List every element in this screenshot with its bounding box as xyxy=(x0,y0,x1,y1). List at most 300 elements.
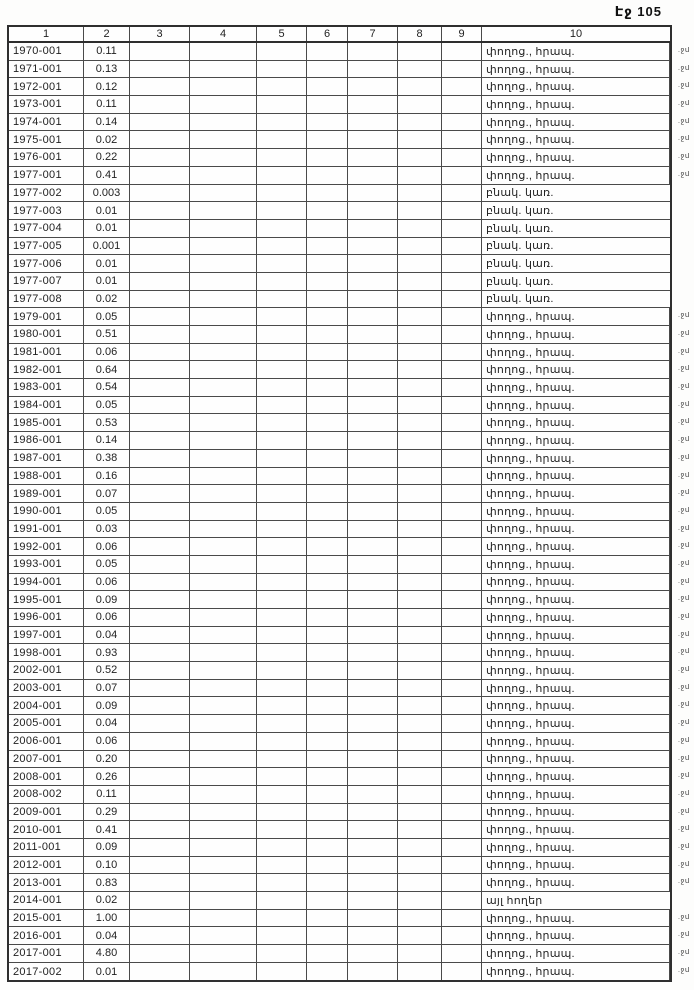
table-row xyxy=(9,857,690,875)
empty-cell xyxy=(348,804,398,821)
empty-cell xyxy=(257,874,307,891)
empty-cell xyxy=(442,927,482,944)
empty-cell xyxy=(257,503,307,520)
empty-cell xyxy=(307,450,348,467)
empty-cell xyxy=(190,149,257,166)
empty-cell xyxy=(398,697,442,714)
row-note-cell: փողոց., հրապ. xyxy=(482,839,670,856)
empty-cell xyxy=(190,627,257,644)
table-row xyxy=(9,574,690,592)
empty-cell xyxy=(257,344,307,361)
row-value-cell: 0.02 xyxy=(84,892,130,909)
table-row xyxy=(9,892,670,910)
empty-cell xyxy=(398,857,442,874)
empty-cell xyxy=(307,945,348,962)
row-note-cell: բնակ. կառ. xyxy=(486,240,554,253)
row-id-cell: 1995-001 xyxy=(9,591,84,608)
row-note-cell: փողոց., հրապ. xyxy=(482,149,670,166)
row-margin-note: .ջմ xyxy=(678,683,690,691)
empty-cell xyxy=(398,627,442,644)
empty-cell xyxy=(257,202,307,219)
empty-cell xyxy=(257,538,307,555)
empty-cell xyxy=(130,680,190,697)
empty-cell xyxy=(442,503,482,520)
empty-cell xyxy=(130,185,190,202)
row-note-cell: փողոց., հրապ. xyxy=(482,538,670,555)
row-note-cell: փողոց., հրապ. xyxy=(482,468,670,485)
row-id-cell: 1971-001 xyxy=(9,61,84,78)
empty-cell xyxy=(348,538,398,555)
empty-cell xyxy=(442,715,482,732)
row-margin-note: .ջմ xyxy=(678,135,690,143)
empty-cell xyxy=(307,874,348,891)
row-value-cell: 0.05 xyxy=(84,503,130,520)
empty-cell xyxy=(307,538,348,555)
empty-cell xyxy=(442,591,482,608)
empty-cell xyxy=(348,379,398,396)
row-id-cell: 2011-001 xyxy=(9,839,84,856)
empty-cell xyxy=(442,768,482,785)
empty-cell xyxy=(130,715,190,732)
empty-cell xyxy=(130,627,190,644)
row-value-cell: 0.13 xyxy=(84,61,130,78)
empty-cell xyxy=(307,468,348,485)
empty-cell xyxy=(307,308,348,325)
row-note-cell: բնակ. կառ. xyxy=(486,293,554,306)
table-row xyxy=(9,644,690,662)
row-value-cell: 0.54 xyxy=(84,379,130,396)
empty-cell xyxy=(130,768,190,785)
empty-cell xyxy=(442,291,482,308)
empty-cell xyxy=(348,874,398,891)
empty-cell xyxy=(348,521,398,538)
row-id-cell: 1992-001 xyxy=(9,538,84,555)
empty-cell xyxy=(442,167,482,184)
empty-cell xyxy=(257,927,307,944)
row-margin-note: .ջմ xyxy=(678,860,690,868)
table-row xyxy=(9,432,690,450)
empty-cell xyxy=(307,521,348,538)
table-row xyxy=(9,786,690,804)
table-row xyxy=(9,715,690,733)
table-body xyxy=(9,43,690,980)
empty-cell xyxy=(442,556,482,573)
empty-cell xyxy=(348,238,398,255)
row-margin-note: .ջմ xyxy=(678,630,690,638)
row-note-cell: փողոց., հրապ. xyxy=(482,857,670,874)
empty-cell xyxy=(307,114,348,131)
row-value-cell: 0.51 xyxy=(84,326,130,343)
row-id-cell: 2010-001 xyxy=(9,821,84,838)
row-value-cell: 0.06 xyxy=(84,538,130,555)
empty-cell xyxy=(130,644,190,661)
row-note-cell: բնակ. կառ. xyxy=(486,275,554,288)
row-id-cell: 1998-001 xyxy=(9,644,84,661)
row-margin-note: .ջմ xyxy=(678,524,690,532)
empty-cell xyxy=(130,238,190,255)
empty-cell xyxy=(348,78,398,95)
empty-cell xyxy=(307,627,348,644)
row-value-cell: 0.83 xyxy=(84,874,130,891)
empty-cell xyxy=(257,751,307,768)
table-row xyxy=(9,556,690,574)
row-value-cell: 0.11 xyxy=(84,43,130,60)
row-margin-note: .ջմ xyxy=(678,64,690,72)
empty-cell xyxy=(257,715,307,732)
empty-cell xyxy=(398,61,442,78)
empty-cell xyxy=(442,202,482,219)
empty-cell xyxy=(348,202,398,219)
row-note-cell: փողոց., հրապ. xyxy=(482,521,670,538)
empty-cell xyxy=(307,238,348,255)
table-row xyxy=(9,821,690,839)
row-id-cell: 1977-007 xyxy=(9,273,84,290)
row-value-cell: 0.16 xyxy=(84,468,130,485)
empty-cell xyxy=(348,644,398,661)
empty-cell xyxy=(348,185,398,202)
empty-cell xyxy=(190,131,257,148)
empty-cell xyxy=(257,114,307,131)
empty-cell xyxy=(307,644,348,661)
empty-cell xyxy=(190,521,257,538)
empty-cell xyxy=(398,733,442,750)
empty-cell xyxy=(190,485,257,502)
empty-cell xyxy=(257,379,307,396)
row-id-cell: 1977-006 xyxy=(9,255,84,272)
empty-cell xyxy=(130,839,190,856)
empty-cell xyxy=(398,273,442,290)
row-margin-note: .ջմ xyxy=(678,506,690,514)
row-margin-note: .ջմ xyxy=(678,807,690,815)
empty-cell xyxy=(442,61,482,78)
table-row xyxy=(9,326,690,344)
row-value-cell: 0.53 xyxy=(84,414,130,431)
empty-cell xyxy=(348,715,398,732)
empty-cell xyxy=(348,344,398,361)
empty-cell xyxy=(190,61,257,78)
row-value-cell: 4.80 xyxy=(84,945,130,962)
empty-cell xyxy=(307,733,348,750)
empty-cell xyxy=(130,945,190,962)
empty-cell xyxy=(257,609,307,626)
row-value-cell: 0.26 xyxy=(84,768,130,785)
empty-cell xyxy=(307,680,348,697)
empty-cell xyxy=(257,556,307,573)
row-id-cell: 1982-001 xyxy=(9,361,84,378)
row-note-cell: բնակ. կառ. xyxy=(486,205,554,218)
row-margin-note: .ջմ xyxy=(678,931,690,939)
empty-cell xyxy=(348,485,398,502)
row-id-cell: 2014-001 xyxy=(9,892,84,909)
table-row xyxy=(9,662,690,680)
table-row xyxy=(9,361,690,379)
row-margin-note: .ջմ xyxy=(678,736,690,744)
row-note-cell: փողոց., հրապ. xyxy=(482,397,670,414)
empty-cell xyxy=(442,414,482,431)
empty-cell xyxy=(348,662,398,679)
row-value-cell: 0.10 xyxy=(84,857,130,874)
empty-cell xyxy=(348,733,398,750)
empty-cell xyxy=(442,521,482,538)
row-note-cell: փողոց., հրապ. xyxy=(482,786,670,803)
empty-cell xyxy=(190,697,257,714)
empty-cell xyxy=(398,308,442,325)
table-row xyxy=(9,927,690,945)
row-note-cell: փողոց., հրապ. xyxy=(482,361,670,378)
empty-cell xyxy=(348,751,398,768)
empty-cell xyxy=(190,308,257,325)
empty-cell xyxy=(257,680,307,697)
row-id-cell: 1980-001 xyxy=(9,326,84,343)
row-note-cell: փողոց., հրապ. xyxy=(482,874,670,891)
empty-cell xyxy=(130,344,190,361)
empty-cell xyxy=(257,61,307,78)
row-note-cell: փողոց., հրապ. xyxy=(482,326,670,343)
empty-cell xyxy=(348,167,398,184)
table-row xyxy=(9,238,670,256)
row-margin-note: .ջմ xyxy=(678,949,690,957)
table-row xyxy=(9,733,690,751)
empty-cell xyxy=(398,910,442,927)
row-id-cell: 1977-004 xyxy=(9,220,84,237)
row-value-cell: 0.20 xyxy=(84,751,130,768)
empty-cell xyxy=(190,821,257,838)
table-row xyxy=(9,291,670,309)
empty-cell xyxy=(307,485,348,502)
row-note-cell: փողոց., հրապ. xyxy=(482,574,670,591)
row-id-cell: 1994-001 xyxy=(9,574,84,591)
empty-cell xyxy=(130,574,190,591)
empty-cell xyxy=(130,131,190,148)
page-number: Էջ 105 xyxy=(614,4,662,19)
empty-cell xyxy=(442,131,482,148)
table-row xyxy=(9,485,690,503)
empty-cell xyxy=(257,839,307,856)
empty-cell xyxy=(442,238,482,255)
empty-cell xyxy=(348,149,398,166)
row-note-cell: փողոց., հրապ. xyxy=(482,485,670,502)
row-margin-note: .ջմ xyxy=(678,47,690,54)
empty-cell xyxy=(190,167,257,184)
empty-cell xyxy=(398,414,442,431)
table-row xyxy=(9,963,690,981)
empty-cell xyxy=(348,468,398,485)
empty-cell xyxy=(307,344,348,361)
empty-cell xyxy=(307,591,348,608)
row-id-cell: 2006-001 xyxy=(9,733,84,750)
empty-cell xyxy=(442,379,482,396)
table-row xyxy=(9,185,670,203)
empty-cell xyxy=(348,556,398,573)
row-value-cell: 0.09 xyxy=(84,591,130,608)
empty-cell xyxy=(398,149,442,166)
row-margin-note: .ջմ xyxy=(678,701,690,709)
empty-cell xyxy=(442,43,482,60)
empty-cell xyxy=(190,185,257,202)
empty-cell xyxy=(130,821,190,838)
table-row xyxy=(9,167,690,185)
row-id-cell: 1977-003 xyxy=(9,202,84,219)
row-value-cell: 0.07 xyxy=(84,485,130,502)
row-value-cell: 0.04 xyxy=(84,927,130,944)
row-margin-note: .ջմ xyxy=(678,789,690,797)
empty-cell xyxy=(257,804,307,821)
empty-cell xyxy=(442,308,482,325)
row-id-cell: 2005-001 xyxy=(9,715,84,732)
empty-cell xyxy=(442,78,482,95)
row-value-cell: 0.09 xyxy=(84,697,130,714)
empty-cell xyxy=(190,432,257,449)
row-id-cell: 2015-001 xyxy=(9,910,84,927)
row-margin-note: .ջմ xyxy=(678,418,690,426)
row-margin-note: .ջմ xyxy=(678,613,690,620)
empty-cell xyxy=(190,538,257,555)
empty-cell xyxy=(442,892,482,909)
empty-cell xyxy=(257,662,307,679)
empty-cell xyxy=(130,591,190,608)
data-table xyxy=(7,25,690,982)
empty-cell xyxy=(442,326,482,343)
row-id-cell: 1991-001 xyxy=(9,521,84,538)
column-header-7: 7 xyxy=(348,27,398,41)
row-value-cell: 0.01 xyxy=(84,202,130,219)
empty-cell xyxy=(442,786,482,803)
empty-cell xyxy=(348,768,398,785)
empty-cell xyxy=(257,96,307,113)
row-value-cell: 0.01 xyxy=(84,220,130,237)
empty-cell xyxy=(348,591,398,608)
row-value-cell: 0.11 xyxy=(84,786,130,803)
empty-cell xyxy=(442,680,482,697)
empty-cell xyxy=(307,839,348,856)
empty-cell xyxy=(348,627,398,644)
empty-cell xyxy=(348,220,398,237)
empty-cell xyxy=(398,291,442,308)
empty-cell xyxy=(442,839,482,856)
row-margin-note: .ջմ xyxy=(678,170,690,178)
empty-cell xyxy=(257,326,307,343)
row-margin-note: .ջմ xyxy=(678,842,690,850)
empty-cell xyxy=(257,821,307,838)
empty-cell xyxy=(348,326,398,343)
empty-cell xyxy=(442,468,482,485)
row-margin-note: .ջմ xyxy=(678,453,690,461)
empty-cell xyxy=(442,149,482,166)
row-id-cell: 1976-001 xyxy=(9,149,84,166)
empty-cell xyxy=(307,927,348,944)
table-row xyxy=(9,379,690,397)
row-note-cell: փողոց., հրապ. xyxy=(482,627,670,644)
empty-cell xyxy=(190,379,257,396)
empty-cell xyxy=(348,857,398,874)
empty-cell xyxy=(307,609,348,626)
empty-cell xyxy=(130,538,190,555)
empty-cell xyxy=(190,927,257,944)
empty-cell xyxy=(348,839,398,856)
row-margin-note: .ջմ xyxy=(678,100,690,108)
empty-cell xyxy=(130,874,190,891)
row-note-cell: բնակ. կառ. xyxy=(486,222,554,235)
empty-cell xyxy=(130,432,190,449)
empty-cell xyxy=(130,78,190,95)
empty-cell xyxy=(398,574,442,591)
table-row xyxy=(9,591,690,609)
empty-cell xyxy=(130,804,190,821)
empty-cell xyxy=(442,609,482,626)
empty-cell xyxy=(398,874,442,891)
empty-cell xyxy=(348,910,398,927)
empty-cell xyxy=(442,644,482,661)
table-row xyxy=(9,202,670,220)
empty-cell xyxy=(257,857,307,874)
row-margin-note: .ջմ xyxy=(678,312,690,320)
row-id-cell: 2009-001 xyxy=(9,804,84,821)
row-note-cell: փողոց., հրապ. xyxy=(482,609,670,626)
empty-cell xyxy=(307,432,348,449)
empty-cell xyxy=(257,432,307,449)
empty-cell xyxy=(190,556,257,573)
empty-cell xyxy=(398,167,442,184)
row-id-cell: 1990-001 xyxy=(9,503,84,520)
empty-cell xyxy=(257,485,307,502)
empty-cell xyxy=(257,167,307,184)
row-margin-note: .ջմ xyxy=(678,117,690,125)
row-note-cell: փողոց., հրապ. xyxy=(482,804,670,821)
table-row xyxy=(9,397,690,415)
empty-cell xyxy=(257,910,307,927)
empty-cell xyxy=(307,574,348,591)
row-margin-note: .ջմ xyxy=(678,330,690,337)
empty-cell xyxy=(257,273,307,290)
empty-cell xyxy=(307,379,348,396)
empty-cell xyxy=(307,503,348,520)
table-row xyxy=(9,220,670,238)
row-value-cell: 0.003 xyxy=(84,185,130,202)
empty-cell xyxy=(257,963,307,981)
row-value-cell: 0.05 xyxy=(84,397,130,414)
empty-cell xyxy=(348,786,398,803)
empty-cell xyxy=(190,751,257,768)
empty-cell xyxy=(130,149,190,166)
table-row xyxy=(9,680,690,698)
column-header-4: 4 xyxy=(190,27,257,41)
row-value-cell: 0.93 xyxy=(84,644,130,661)
row-id-cell: 1986-001 xyxy=(9,432,84,449)
row-id-cell: 1977-005 xyxy=(9,238,84,255)
row-value-cell: 0.14 xyxy=(84,432,130,449)
empty-cell xyxy=(442,662,482,679)
empty-cell xyxy=(442,733,482,750)
empty-cell xyxy=(348,892,398,909)
empty-cell xyxy=(190,786,257,803)
empty-cell xyxy=(307,202,348,219)
row-note-cell: փողոց., հրապ. xyxy=(482,768,670,785)
empty-cell xyxy=(130,308,190,325)
empty-cell xyxy=(348,291,398,308)
empty-cell xyxy=(307,715,348,732)
row-value-cell: 0.22 xyxy=(84,149,130,166)
empty-cell xyxy=(190,945,257,962)
row-note-cell: փողոց., հրապ. xyxy=(482,432,670,449)
row-note-cell: բնակ. կառ. xyxy=(486,187,554,200)
row-value-cell: 0.04 xyxy=(84,715,130,732)
row-margin-note: .ջմ xyxy=(678,666,690,674)
table-row xyxy=(9,273,670,291)
empty-cell xyxy=(307,662,348,679)
empty-cell xyxy=(130,521,190,538)
empty-cell xyxy=(398,114,442,131)
empty-cell xyxy=(190,591,257,608)
